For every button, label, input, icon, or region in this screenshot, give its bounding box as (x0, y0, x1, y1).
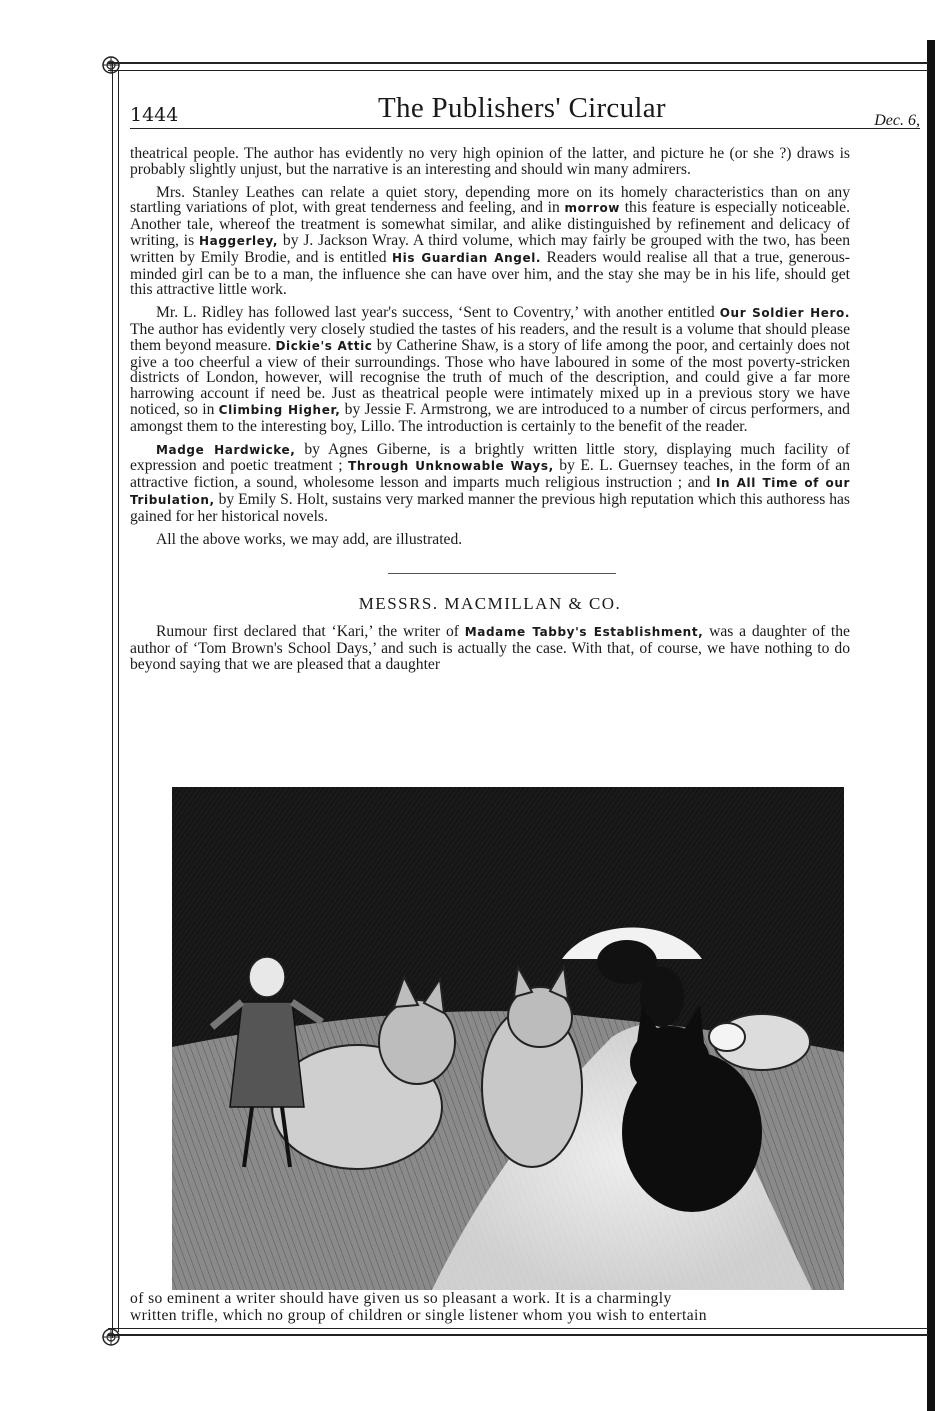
left-rule-inner (118, 70, 119, 1332)
corner-ornament-bottom-icon (100, 1326, 122, 1348)
left-rule-outer (112, 62, 113, 1338)
corner-ornament-top-icon (100, 54, 122, 76)
paragraph-text: this feature is especially noticeable. Another tale, whereof the treatment is somewhat similar, and alike distinguished by refinement and delicacy of writing, is (130, 199, 850, 249)
paragraph-text: by Emily S. Holt, sustains very marked manner the previous high reputation which this authoress has gained for her historical novels. (130, 490, 850, 525)
binding-edge (927, 40, 935, 1411)
book-title: Our Soldier Hero. (719, 306, 850, 321)
paragraph-text: theatrical people. The author has evidently no very high opinion of the latter, and picture he (or she ?) draws is probably slightly unjust, but the narrative is an interesting and should win many admirers. (130, 145, 850, 178)
macmillan-paragraph (130, 624, 850, 672)
header-underline (130, 128, 920, 129)
paragraph-text: All the above works, we may add, are illustrated. (156, 530, 463, 548)
review-paragraph (130, 532, 850, 548)
bottom-rule-thin (108, 1328, 928, 1329)
continuation-line: of so eminent a writer should have given us so pleasant a work. It is a charmingly (130, 1290, 672, 1307)
engraving-illustration (172, 787, 844, 1290)
book-title: Madge Hardwicke, (156, 442, 296, 457)
running-header (130, 88, 920, 128)
paragraph-text: The author has evidently very closely studied the tastes of his readers, and the result is a volume that should please them beyond measure. (130, 320, 850, 354)
paragraph-text: Rumour first declared that ‘Kari,’ the writer of (156, 623, 459, 641)
book-title: Haggerley, (199, 233, 279, 248)
book-title: In All Time of our Tribulation, (130, 476, 851, 507)
book-title: Dickie's Attic (275, 338, 373, 353)
issue-date: Dec. 6, (874, 112, 920, 129)
book-title: morrow (564, 201, 620, 216)
review-paragraph (130, 146, 850, 178)
paragraph-text: by Jessie F. Armstrong, we are introduced to a number of circus performers, and amongst them to the interesting boy, Lillo. The introduction is certainly to the benefit of the reader. (130, 400, 850, 435)
book-title: His Guardian Angel. (391, 250, 542, 265)
paragraph-text: by Catherine Shaw, is a story of life among the poor, and certainly does not give a too cheerful a view of their surroundings. Those who have laboured in some of the most poverty-stricken districts of London, however, will recognise the truth of much of the description, and could give a far more harrowing account if need be. Just as theatrical people were intimately mixed up in a previous story we have noticed, so in (130, 336, 850, 418)
page-number: 1444 (130, 104, 179, 126)
cats-engraving-image (172, 787, 844, 1290)
book-title: Climbing Higher, (218, 402, 341, 417)
review-paragraph (130, 442, 850, 525)
review-paragraph (130, 185, 850, 299)
continuation-text (130, 1290, 850, 1324)
paragraph-text: Mr. L. Ridley has followed last year's success, ‘Sent to Coventry,’ with another entitled (156, 304, 715, 322)
paragraph-text: Readers would realise all that a true, generous-minded girl can be to a man, the influence she can have over him, and the stay she may be in his life, should get this attractive little work. (130, 248, 850, 299)
top-rule-thin (108, 70, 928, 71)
paragraph-text: Mrs. Stanley Leathes can relate a quiet story, depending more on its homely characteristics than on any startling variations of plot, with great tenderness and feeling, and in (130, 183, 850, 217)
book-title: Madame Tabby's Establishment, (464, 625, 704, 640)
top-rule-thick (108, 62, 928, 64)
book-title: Through Unknowable Ways, (348, 459, 554, 474)
journal-title: The Publishers' Circular (378, 92, 666, 124)
paragraph-text: was a daughter of the author of ‘Tom Brown's School Days,’ and such is actually the case. With that, of course, we have nothing to do beyond saying that we are pleased that a daughter (130, 623, 850, 673)
bottom-rule-thick (108, 1334, 928, 1336)
section-heading: MESSRS. MACMILLAN & CO. (358, 594, 622, 614)
section-divider (388, 573, 616, 574)
continuation-line: written trifle, which no group of children or single listener whom you wish to entertain (130, 1307, 707, 1324)
review-column (130, 146, 850, 680)
review-paragraph (130, 305, 850, 434)
paragraph-text: by J. Jackson Wray. A third volume, which may fairly be grouped with the two, has been written by Emily Brodie, and is entitled (130, 231, 851, 266)
paragraph-text: by Agnes Giberne, is a brightly written little story, displaying much facility of expression and poetic treatment ; (130, 440, 850, 475)
paragraph-text: by E. L. Guernsey teaches, in the form of an attractive fiction, a sound, wholesome lesson and imparts much religious instruction ; and (130, 457, 850, 492)
